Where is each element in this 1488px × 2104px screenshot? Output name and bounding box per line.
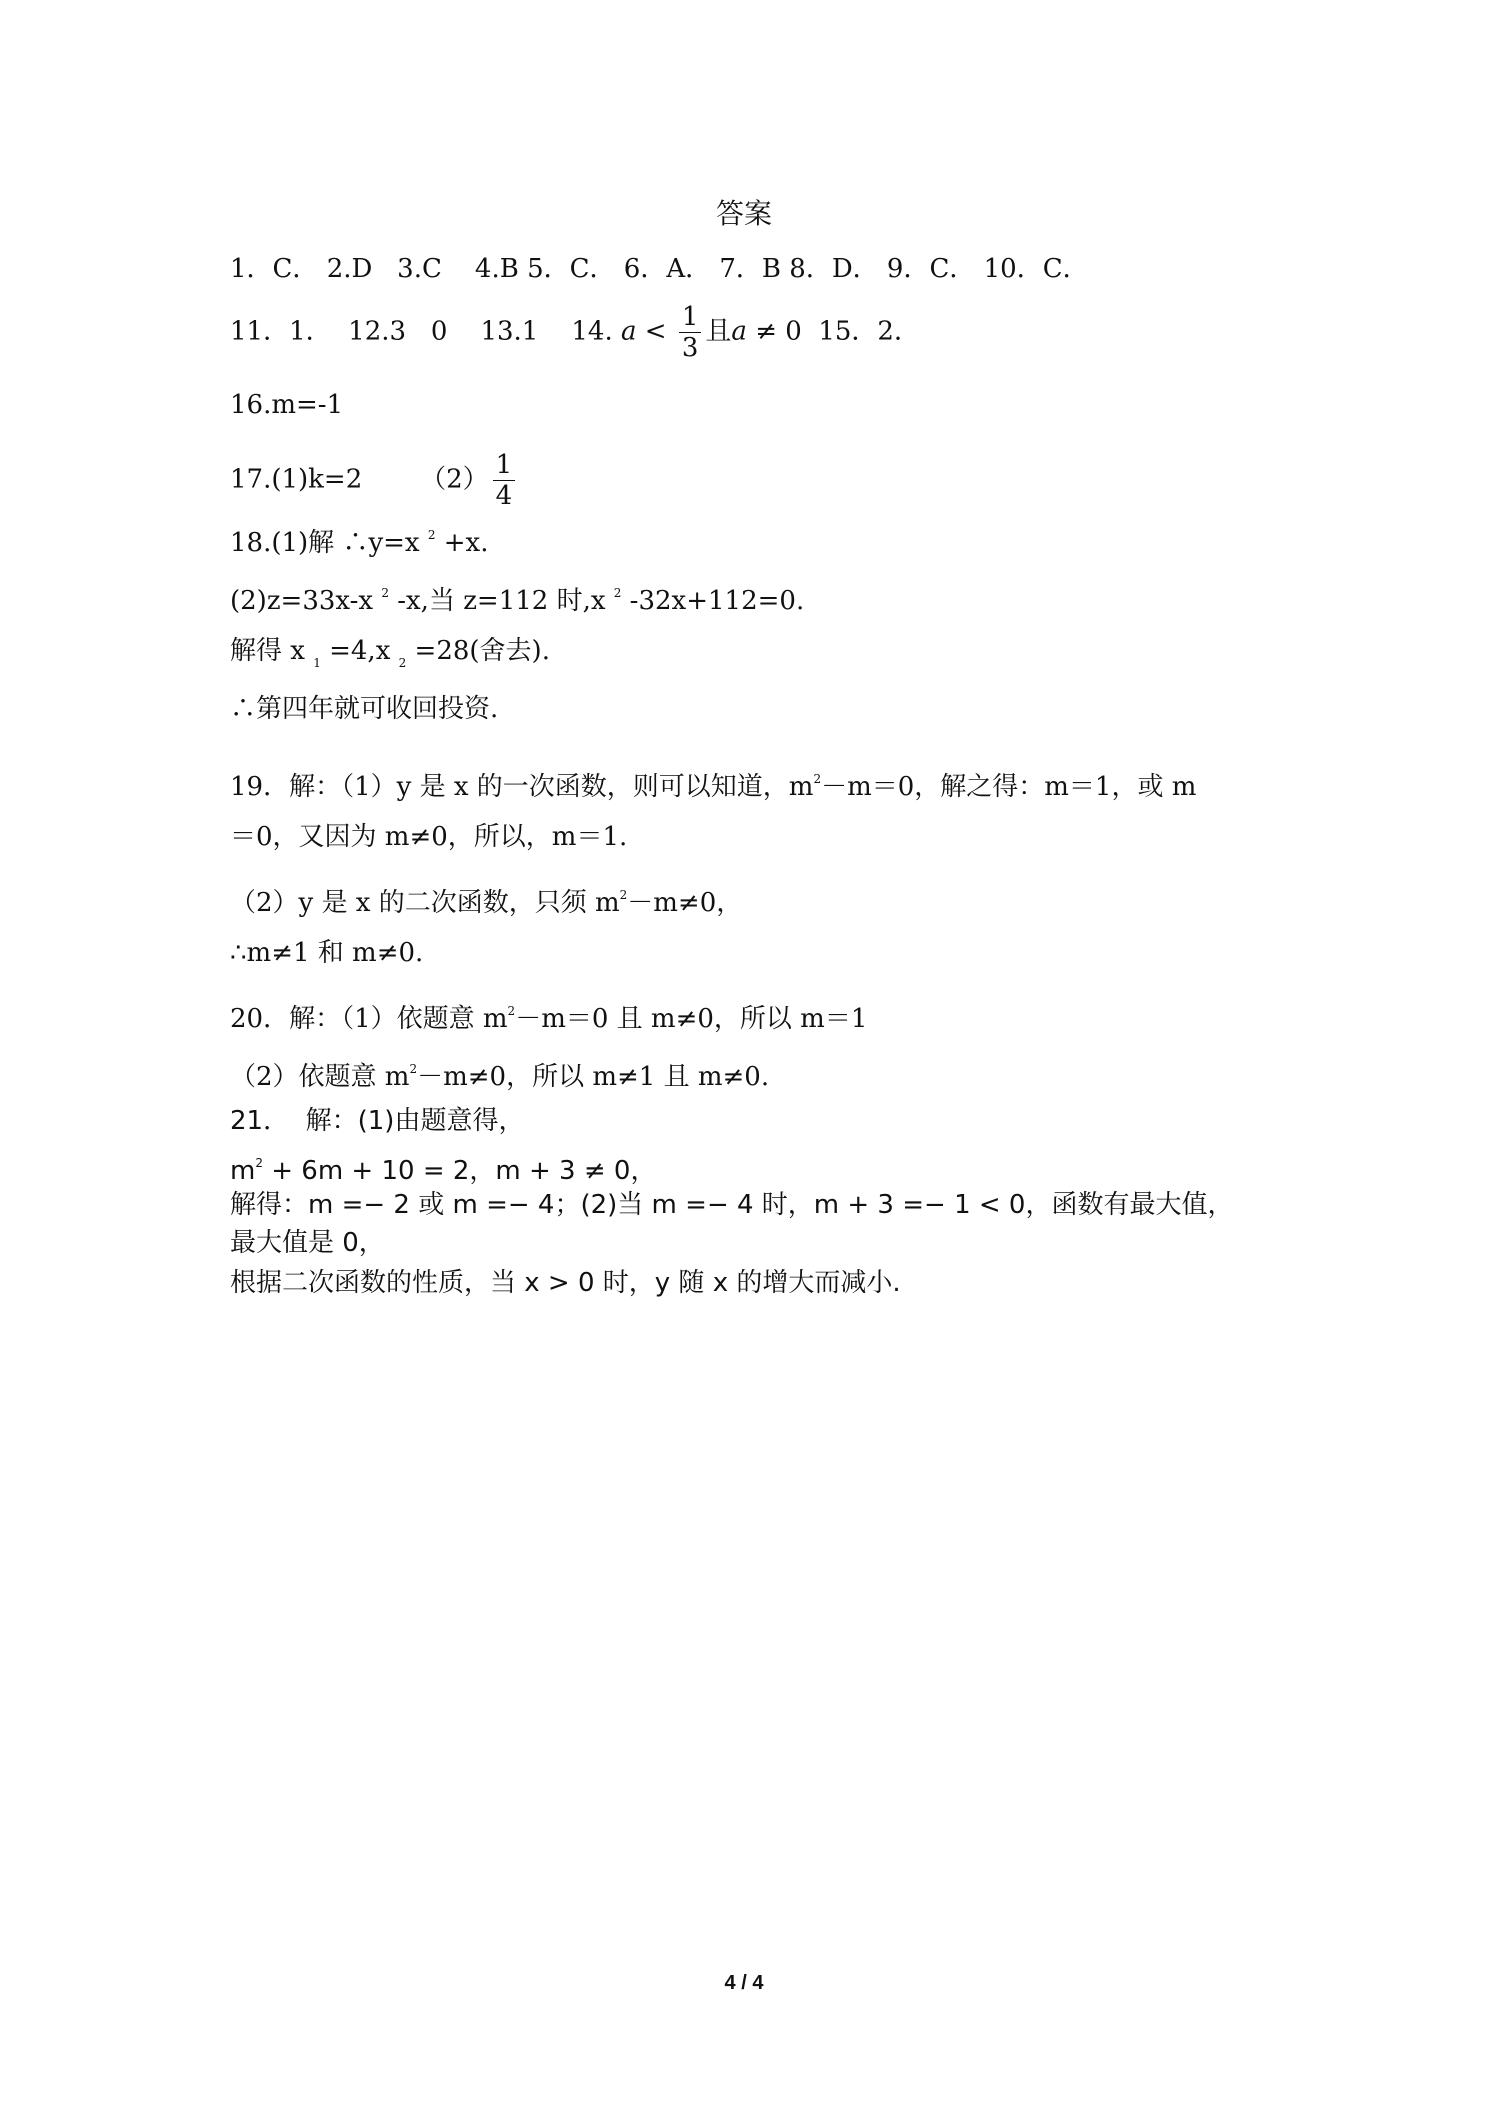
answer-14-15-text: ≠ 0 15．2．: [746, 316, 920, 347]
text-part: －m≠0，: [627, 888, 743, 918]
answer-line-1-10: 1．C． 2.D 3.C 4.B 5．C． 6．A． 7．B 8．D． 9．C． 10．C．: [230, 254, 1089, 284]
answer-line-20-1: [230, 994, 867, 1036]
text-part: +x.: [435, 528, 489, 558]
answer-line-16: 16.m=-1: [230, 390, 344, 420]
superscript: 2: [507, 1004, 516, 1018]
text-part: －m＝0 且 m≠0，所以 m＝1: [515, 1004, 868, 1034]
text-part: =4,x: [320, 636, 399, 666]
answer-line-20-2: [230, 1052, 769, 1094]
answer-line-18-1: [230, 518, 488, 560]
superscript: 2: [409, 1062, 418, 1076]
fraction-denominator: 3: [681, 333, 699, 363]
text-part: （2）依题意 m: [230, 1062, 410, 1092]
text-part: -x,当 z=112 时,x: [388, 586, 614, 616]
answer-line-19-2: ＝0，又因为 m≠0，所以，m＝1.: [230, 822, 628, 852]
page-number: 4 / 4: [724, 1972, 764, 1994]
answer-line-18-4: ∴第四年就可收回投资.: [230, 694, 499, 724]
answer-17-text: 17.(1)k=2 （2）: [230, 464, 489, 495]
fraction-numerator: 1: [493, 450, 516, 481]
answer-line-21-5: 根据二次函数的性质，当 x > 0 时，y 随 x 的增大而减小.: [230, 1268, 901, 1298]
text-part: 19．解：（1）y 是 x 的一次函数，则可以知道，m: [230, 772, 814, 802]
fraction-one-quarter: [493, 450, 516, 511]
text-part: =28(舍去).: [406, 636, 550, 666]
superscript: 2: [619, 888, 628, 902]
text-part: -32x+112=0.: [621, 586, 805, 616]
answer-line-18-3: [230, 634, 550, 680]
less-than: <: [636, 316, 675, 347]
superscript: 2: [813, 772, 822, 786]
text-part: + 6m + 10 = 2，m + 3 ≠ 0，: [262, 1156, 657, 1186]
answer-line-21-4: 最大值是 0，: [230, 1228, 385, 1258]
answer-line-19-1: [230, 762, 1196, 804]
var-a-2: a: [731, 316, 747, 347]
answer-line-19-4: ∴m≠1 和 m≠0.: [230, 938, 424, 968]
text-part: m: [230, 1156, 256, 1186]
text-part: 18.(1)解 ∴y=x: [230, 528, 428, 558]
answer-line-21-1: 21． 解：(1)由题意得，: [230, 1106, 525, 1136]
answer-line-21-3: 解得：m =− 2 或 m =− 4；(2)当 m =− 4 时，m + 3 =− 1 < 0，函数有最大值，: [230, 1190, 1234, 1220]
text-part: 解得 x: [230, 636, 314, 666]
answer-line-17: [230, 450, 519, 511]
text-part: （2）y 是 x 的二次函数，只须 m: [230, 888, 620, 918]
subscript: 1: [313, 656, 321, 670]
text-part: (2)z=33x-x: [230, 586, 382, 616]
answer-line-11-15: [230, 302, 920, 363]
superscript: 2: [255, 1156, 263, 1170]
fraction-one-third: [679, 302, 702, 363]
answer-line-19-3: [230, 878, 742, 920]
fraction-numerator: 1: [679, 302, 702, 333]
superscript: 2: [613, 586, 622, 600]
superscript: 2: [427, 528, 436, 542]
answer-11-13-text: 11．1． 12.3 0 13.1 14.: [230, 316, 622, 347]
page-title: 答案: [715, 197, 772, 230]
text-part: 20．解：（1）依题意 m: [230, 1004, 508, 1034]
answer-line-18-2: [230, 576, 804, 618]
and-text: 且: [705, 316, 732, 347]
text-part: －m＝0，解之得：m＝1，或 m: [821, 772, 1197, 802]
answer-line-21-2: [230, 1146, 656, 1188]
text-part: －m≠0，所以 m≠1 且 m≠0.: [417, 1062, 770, 1092]
superscript: 2: [381, 586, 389, 600]
fraction-denominator: 4: [495, 481, 513, 511]
subscript: 2: [398, 656, 407, 670]
var-a: a: [621, 316, 637, 347]
